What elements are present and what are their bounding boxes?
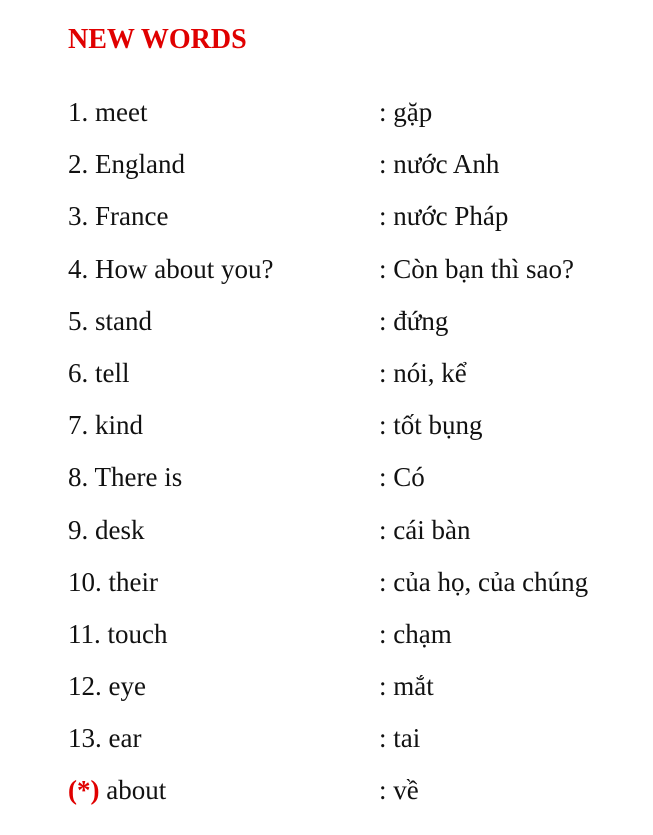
word-row — [0, 144, 653, 196]
word-number: 3. — [68, 201, 89, 232]
word-number: 6. — [68, 357, 89, 388]
word-english: England — [95, 149, 185, 180]
word-english: How about you? — [95, 253, 274, 284]
word-term — [68, 144, 185, 184]
word-row — [0, 353, 653, 405]
word-meaning: : chạm — [379, 618, 452, 649]
word-term — [68, 718, 141, 758]
word-row — [0, 457, 653, 509]
word-english: stand — [95, 305, 152, 336]
word-number: 1. — [68, 97, 89, 127]
word-row — [0, 510, 653, 562]
word-term — [68, 770, 166, 810]
page-title: NEW WORDS — [68, 24, 247, 55]
word-term — [68, 510, 145, 550]
word-meaning: : đứng — [379, 305, 449, 336]
word-english: There is — [94, 462, 183, 493]
word-term — [68, 353, 130, 393]
word-row — [0, 405, 653, 457]
word-english: France — [95, 201, 169, 232]
word-row — [0, 666, 653, 718]
word-term — [68, 249, 273, 289]
word-number: 4. — [68, 253, 89, 284]
word-row — [0, 614, 653, 666]
word-number: 11. — [68, 618, 101, 649]
word-list — [0, 92, 653, 823]
word-term — [68, 614, 168, 654]
word-row — [0, 562, 653, 614]
asterisk-marker: (*) — [68, 775, 100, 806]
word-meaning: : gặp — [379, 97, 433, 127]
word-english: tell — [95, 357, 130, 388]
word-english: their — [108, 566, 158, 597]
word-number: 7. — [68, 410, 89, 441]
word-term — [68, 405, 143, 445]
word-number: 10. — [68, 566, 102, 597]
word-row — [0, 92, 653, 144]
word-term — [68, 666, 146, 706]
word-number: 12. — [68, 671, 102, 702]
word-meaning: : tai — [379, 723, 421, 754]
word-number: 2. — [68, 149, 89, 180]
word-english: desk — [95, 514, 145, 545]
word-term — [68, 92, 147, 132]
word-row — [0, 196, 653, 248]
word-term — [68, 301, 152, 341]
word-meaning: : của họ, của chúng — [379, 566, 589, 597]
word-term — [68, 196, 168, 236]
word-meaning: : cái bàn — [379, 514, 471, 545]
word-number: 8. — [68, 462, 89, 493]
word-meaning: : Có — [379, 462, 425, 493]
word-meaning: : nói, kể — [379, 357, 467, 388]
word-english: meet — [95, 97, 148, 127]
word-row — [0, 718, 653, 770]
word-meaning: : Còn bạn thì sao? — [379, 253, 574, 284]
word-meaning: : tốt bụng — [379, 410, 483, 441]
word-english: eye — [108, 671, 146, 702]
word-number: 9. — [68, 514, 89, 545]
word-row — [0, 249, 653, 301]
word-meaning: : nước Pháp — [379, 201, 509, 232]
word-number: 5. — [68, 305, 89, 336]
word-row — [0, 770, 653, 822]
word-number: 13. — [68, 723, 102, 754]
word-meaning: : về — [379, 775, 419, 806]
word-english: about — [106, 775, 167, 806]
word-term — [68, 457, 182, 497]
word-meaning: : nước Anh — [379, 149, 500, 180]
word-english: kind — [95, 410, 144, 441]
word-english: ear — [108, 723, 142, 754]
word-english: touch — [107, 618, 168, 649]
word-row — [0, 301, 653, 353]
word-meaning: : mắt — [379, 671, 434, 702]
word-term — [68, 562, 158, 602]
